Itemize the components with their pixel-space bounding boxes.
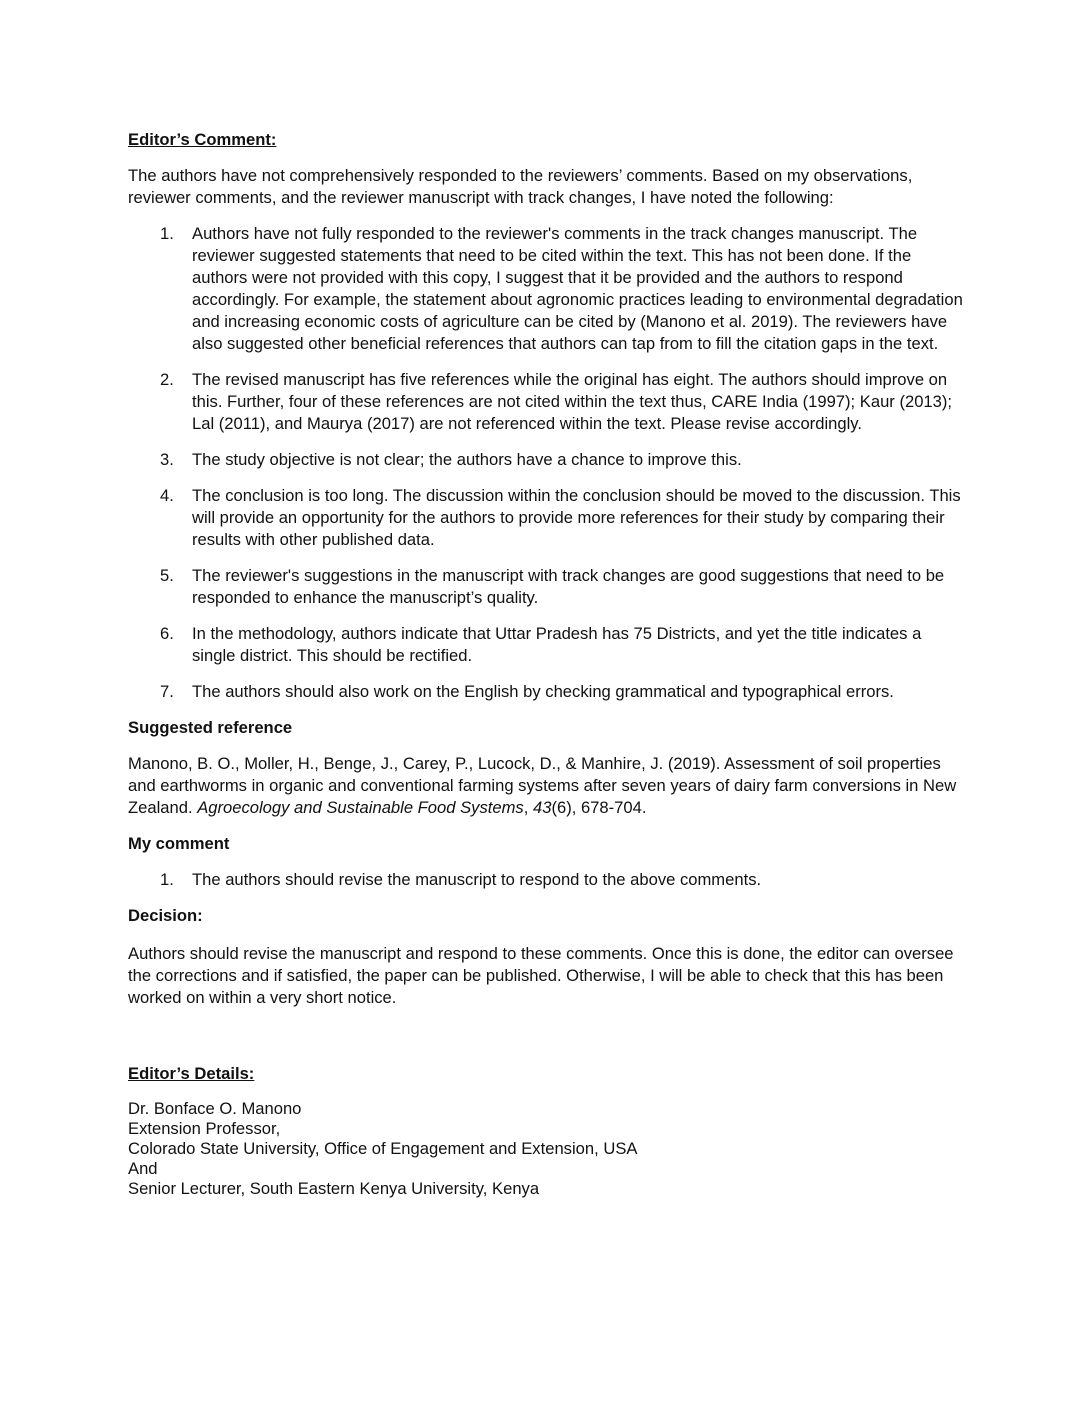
editor-and: And [128, 1159, 158, 1178]
list-item: 1. The authors should revise the manuscript to respond to the above comments. [160, 870, 762, 889]
comment-list [128, 223, 964, 703]
list-item: 5. The reviewer's suggestions in the manuscript with track changes are good suggestions that need to be responded to enhance the manuscript’s quality. [160, 566, 945, 607]
editor-affiliation: Colorado State University, Office of Engagement and Extension, USA [128, 1139, 638, 1158]
intro-paragraph: The authors have not comprehensively responded to the reviewers’ comments. Based on my observations, reviewer comments, and the reviewer manuscript with track changes, I have noted the following: [128, 166, 913, 207]
list-item: 1. Authors have not fully responded to the reviewer's comments in the track changes manuscript. The reviewer suggested statements that need to be cited within the text. This has not been done. If the authors were not provided with this copy, I suggest that it be provided and the authors to respond accordingly. For example, the statement about agronomic practices leading to environmental degradation and increasing economic costs of agriculture can be cited by (Manono et al. 2019). The reviewers have also suggested other beneficial references that authors can tap from to fill the citation gaps in the text. [160, 224, 963, 353]
editor-name: Dr. Bonface O. Manono [128, 1099, 302, 1118]
suggested-reference-heading: Suggested reference [128, 718, 293, 737]
editor-affiliation-2: Senior Lecturer, South Eastern Kenya University, Kenya [128, 1179, 540, 1198]
decision-heading: Decision: [128, 906, 203, 925]
document-page [128, 129, 964, 1199]
my-comment-list [128, 869, 964, 891]
list-item: 3. The study objective is not clear; the authors have a chance to improve this. [160, 450, 742, 469]
editors-comment-heading: Editor’s Comment: [128, 130, 277, 149]
editors-details [128, 1099, 964, 1199]
reference-citation: Manono, B. O., Moller, H., Benge, J., Carey, P., Lucock, D., & Manhire, J. (2019). Assessment of soil properties and earthworms in organic and conventional farming systems after seven years of dairy farm conversions in New Zealand. Agroecology and Sustainable Food Systems, 43(6), 678-704. [128, 754, 957, 817]
editors-details-heading: Editor’s Details: [128, 1064, 255, 1083]
decision-text: Authors should revise the manuscript and respond to these comments. Once this is done, the editor can oversee the corrections and if satisfied, the paper can be published. Otherwise, I will be able to check that this has been worked on within a very short notice. [128, 944, 954, 1007]
list-item: 4. The conclusion is too long. The discussion within the conclusion should be moved to the discussion. This will provide an opportunity for the authors to provide more references for their study by comparing their results with other published data. [160, 486, 961, 549]
list-item: 7. The authors should also work on the English by checking grammatical and typographical errors. [160, 682, 894, 701]
list-item: 2. The revised manuscript has five references while the original has eight. The authors should improve on this. Further, four of these references are not cited within the text thus, CARE India (1997); Kaur (2013); Lal (2011), and Maurya (2017) are not referenced within the text. Please revise accordingly. [160, 370, 953, 433]
my-comment-heading: My comment [128, 834, 230, 853]
list-item: 6. In the methodology, authors indicate that Uttar Pradesh has 75 Districts, and yet the title indicates a single district. This should be rectified. [160, 624, 922, 665]
editor-title: Extension Professor, [128, 1119, 281, 1138]
